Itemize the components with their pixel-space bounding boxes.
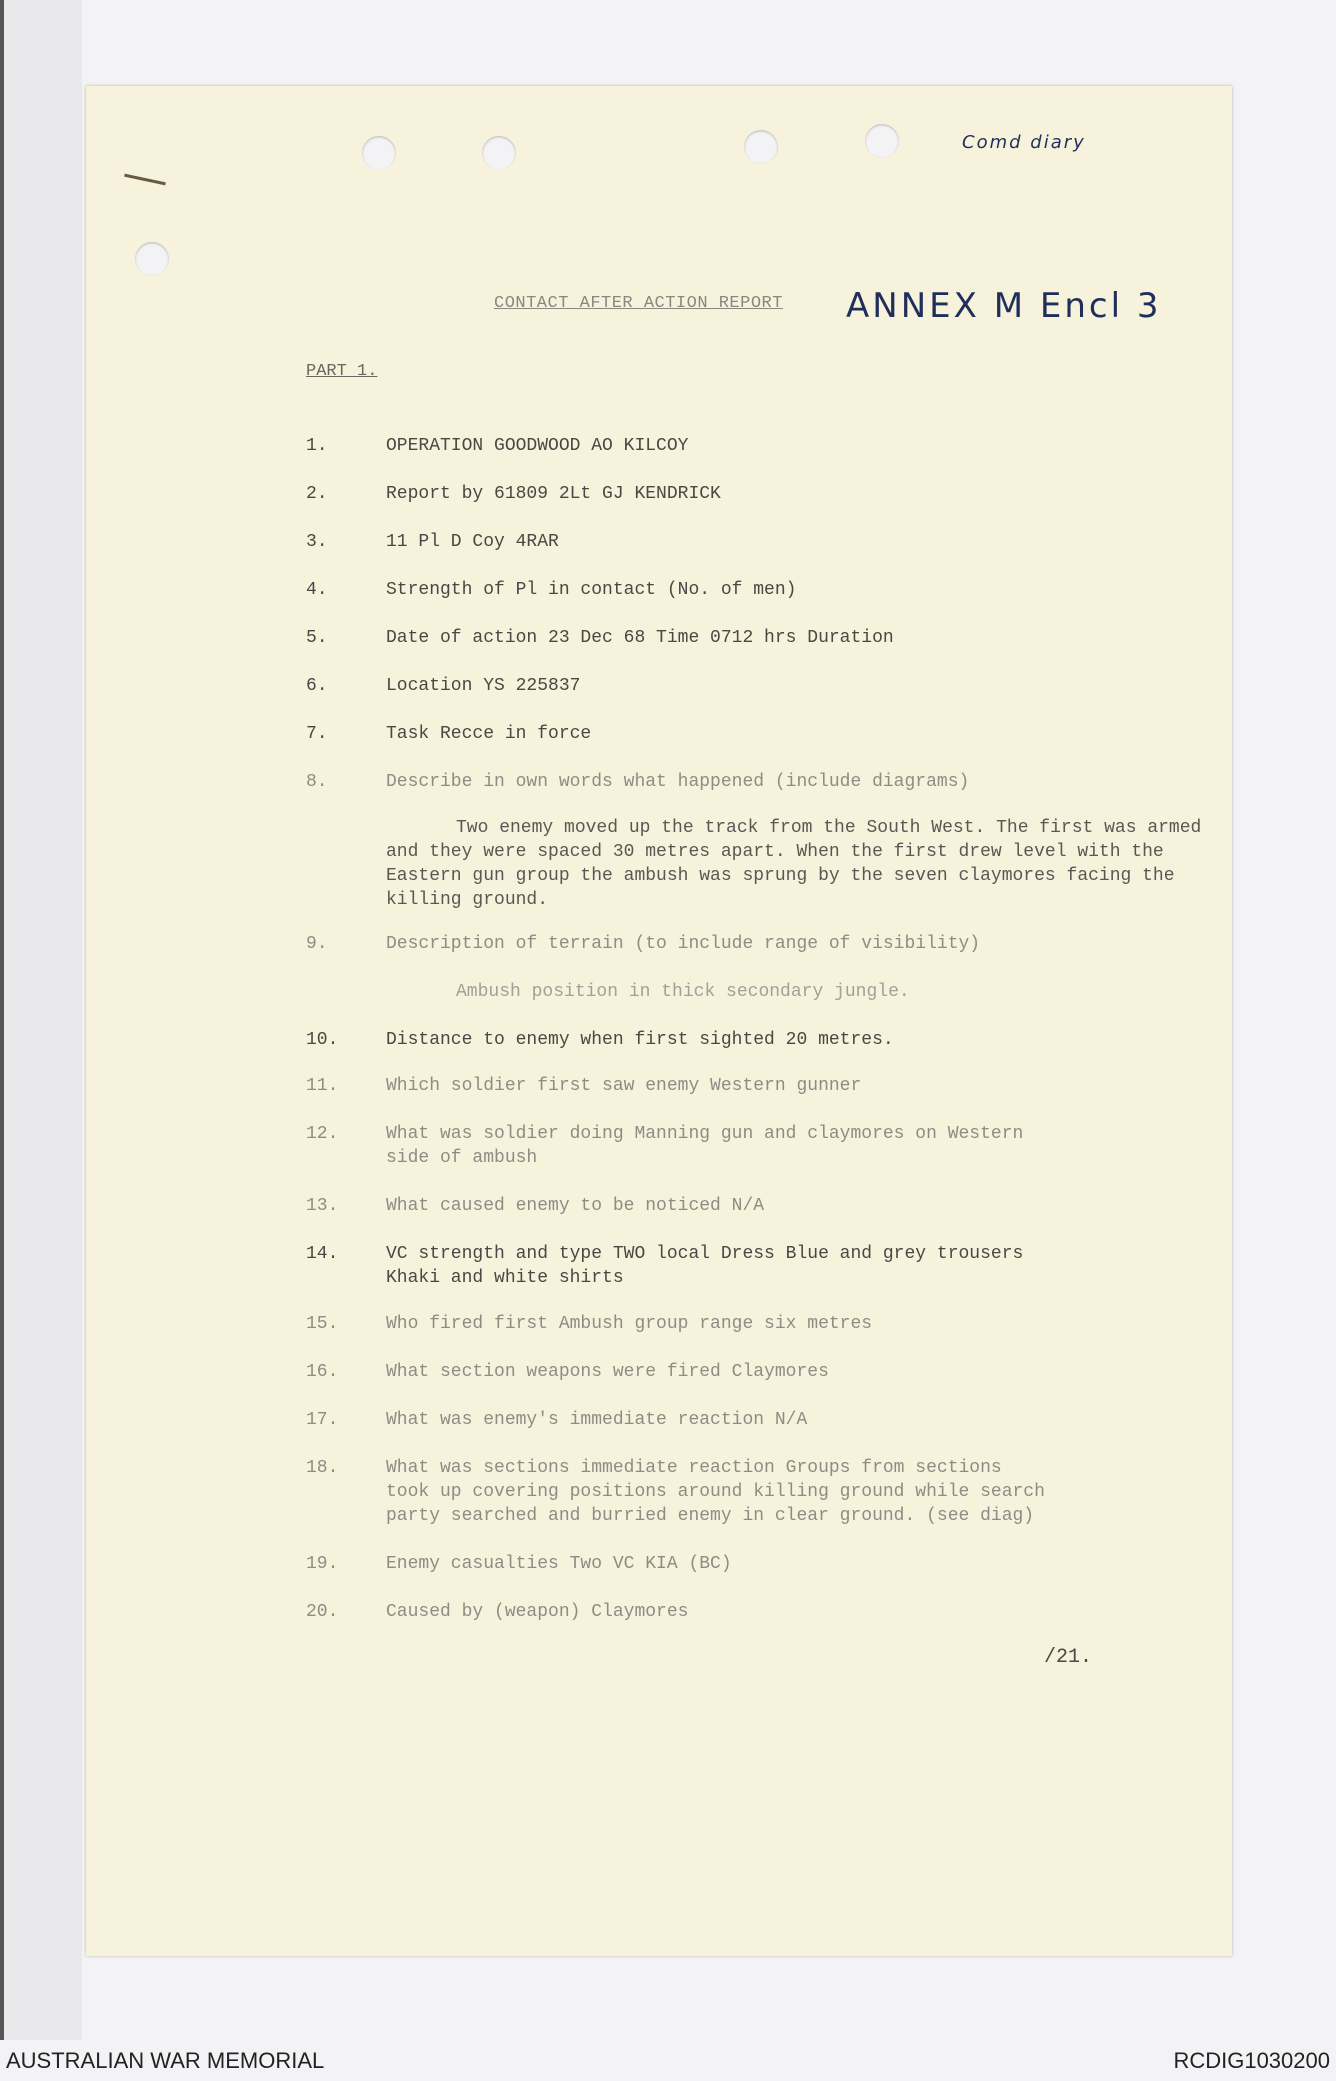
scan-backdrop — [0, 0, 82, 2040]
punch-hole — [865, 124, 899, 158]
punch-hole — [744, 130, 778, 164]
description-paragraph: Two enemy moved up the track from the South West. The first was armed and they were spaced 30 metres apart. When the first drew level with the Eastern gun group the ambush was sprung by the seven claymores facing the killing ground. — [386, 818, 1202, 910]
footer-institution: AUSTRALIAN WAR MEMORIAL — [6, 2048, 325, 2073]
handwritten-note: Comd diary — [962, 132, 1086, 153]
document-title: CONTACT AFTER ACTION REPORT — [494, 294, 783, 313]
page-continuation: /21. — [1044, 1646, 1093, 1669]
punch-hole — [362, 136, 396, 170]
terrain-description: Ambush position in thick secondary jungle. — [456, 982, 910, 1002]
punch-hole — [135, 242, 169, 276]
punch-hole — [482, 136, 516, 170]
staple-mark — [124, 174, 166, 186]
part-heading: PART 1. — [306, 362, 378, 381]
footer-reference: RCDIG1030200 — [1173, 2048, 1330, 2073]
document-page: Comd diary ANNEX M Encl 3 CONTACT AFTER ACTION REPORT PART 1. 1. OPERATION GOODWOOD AO KILCOY 2. Report by 61809 2Lt GJ KENDRICK 3. 11 Pl D Coy 4RAR 4. Strength of Pl in contact (No. of men) 5. Date of action 23 Dec 68 Time 0712 hrs Duration 6. Location YS 225837 7. Task Recce in force 8. Describe in own words what happened (include diagrams) Two enemy moved up the track from the South West. The first was armed and they were spaced 30 metres apart. When the first drew level with the Eastern gun group the ambush was sprung by the seven claymores facing the killing ground. 9. Description of terrain (to include range of visibility) Ambush position in thick secondary jungle. 10. Distance to enemy when first sighted 20 metres. 11. Which soldier first saw enemy Western gunner 12. What was soldier doing Manning gun and claymores on Western side of ambush 13. What caused enemy to be noticed N/A 14. VC strength and type TWO local Dress Blue and grey trousers Khaki and white shirts 15. Who fired first Ambush group range six metres 16. What section weapons were fired Claymores 17. What was enemy's immediate reaction N/A 18. What was sections immediate reaction Groups from sections took up covering positions around killing ground while search party searched and burried enemy in clear ground. (see diag) 19. Enemy casualties Two VC KIA (BC) 20. Caused by (weapon) Claymores /21. — [86, 86, 1232, 1956]
scan-edge — [0, 0, 4, 2040]
handwritten-annex: ANNEX M Encl 3 — [846, 286, 1162, 326]
